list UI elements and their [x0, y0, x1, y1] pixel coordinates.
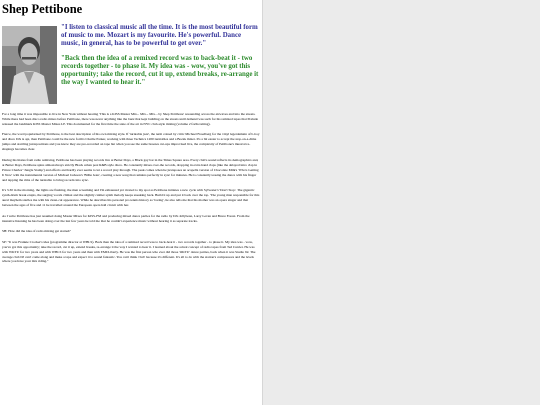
- article-page: [0, 0, 262, 405]
- body-paragraph: It's 3.30 in the morning, the lights are flashing, the men screaming and I'm exhausted yet riveted to my spot as Pettibone initiates a new cycle with Sylvester's 'Don't Stop'. The gigantic synth-drum break erupts, the surging vocals climax and the slightly calmer synth melody keeps sneaking back. Build it up and put it back over the top. 'The young man responsible for this aural mayhem startles me with his clean-cut appearance. While he describes his personal pro tennis history as 'boring', he also tells me that his mother was an opera singer and that between the ages of five and 11 he travelled around the European opera hall circuit with her.: [2, 188, 260, 208]
- portrait-image: [2, 26, 57, 104]
- page-title: Shep Pettibone: [2, 2, 83, 16]
- interview-answer: SP: "It was Frankie Crocker's idea (programme director at WBLS). Back then the idea of a remixed record was to back-beat it - two records together - to phase it. My idea was - wow, you've got this opportunity; take the record, cut it up, extend breaks, re-arrange it the way I wanted to hear it. I learned about the actual concept of radio tapes from Ted Currier. He was with WKTU for two years and with WBLS for two years and then with EMI/Liberty. He was the first person who ever did those 'OKTU' dance parties, back when it was Studio 92. The average club DJ can't come along and make a tape and expect it to sound fantastic. You can't think 'club' because it's different. It's all to do with the station's compressors and the levels where you have your mix riding.": [2, 239, 256, 264]
- empty-side-panel: [262, 0, 540, 405]
- body-paragraph: For a long time it was impossible to live in New York without hearing 'This is a KISS Master Mix... Mix... Mix... by Shep Pettibone' resounding across the airwaves and into the streets. While there had been disco radio mixes before Pettibone, there was never anything like the buzz that kept building on the streets until demand was such for his remixed tapes that Prelude released the landmark KISS Master Mixes LP. This documented for the first time the state of the art in NYC club-style mixing (volume 2 forthcoming).: [2, 112, 259, 126]
- pull-quote-classical: "I listen to classical music all the time. It is the most beautiful form of music to me. Mozart is my favourite. He's powerful. Dance music, in general, has to be powerful to get over.": [61, 24, 258, 48]
- body-paragraph: During his hiatus from radio remixing, Pettibone has been playing records live at Better Days, a Black gay bar in the Times Square area. Every club's sound reflects its demographics and, at Better Days, Pettibone spins almostalways strictly Black urban post R&B style disco. He constantly mixes over-the records, dropping in extra hand claps (like the delayed intro clap in Prince Charles' 'Jungle Stomp') and effects and hardly ever seems to let a record play through. The peak comes when he juxtaposes an acapella version of Chocolate Milk's 'Who's Getting It Now' with the instrumental version of Michael Jackson's 'Billie Jean', creating a new song that remains perfectly in sync for minutes. He is constantly teasing the dance with his finger and tapping the rims of the turntable to bring records into sync.: [2, 157, 259, 182]
- body-paragraph: As I write Pettibone has just resumed doing Master Mixes for KISS-FM and producing mixed dance parties for the radio by DJs Jellybean, Larry Levan and Bruce Forest. From the intensive listening he has been doing over the last few years he told me that he couldn't experience music without hearing it as separate tracks.: [2, 213, 250, 223]
- pull-quote-remix: "Back then the idea of a remixed record was to back-beat it - two records together - to phase it. My idea was - wow, you've got this opportunity; take the record, cut it up, extend breaks, re-arrange it the way I wanted to hear it.": [61, 54, 259, 87]
- portrait-photo: [2, 26, 57, 104]
- interview-question: SH: How did the idea of radio mixing get started?: [2, 229, 71, 234]
- body-paragraph: Fierce, the word popularised by Pettibone, is the best description of his own mixing style. If 'turntable jazz', the term coined by critic Michael Freedberg for the vinyl legerdemain of b-boy and disco DJs is apt, then Pettibone could be the new form's Charlie Parker, working with three Technics 1200 turntables and a Bozak mixer. It's a bit easier to accept the stop-on-a-dime jumps and startling juxtapositions and you know they are pre-recorded on tape but when you see the same breezes cut-ups improvised live, the complexity of Pettibone's musical re-shapings becomes clear.: [2, 132, 260, 152]
- intro-quotes: [61, 24, 260, 87]
- article-body: [2, 112, 260, 270]
